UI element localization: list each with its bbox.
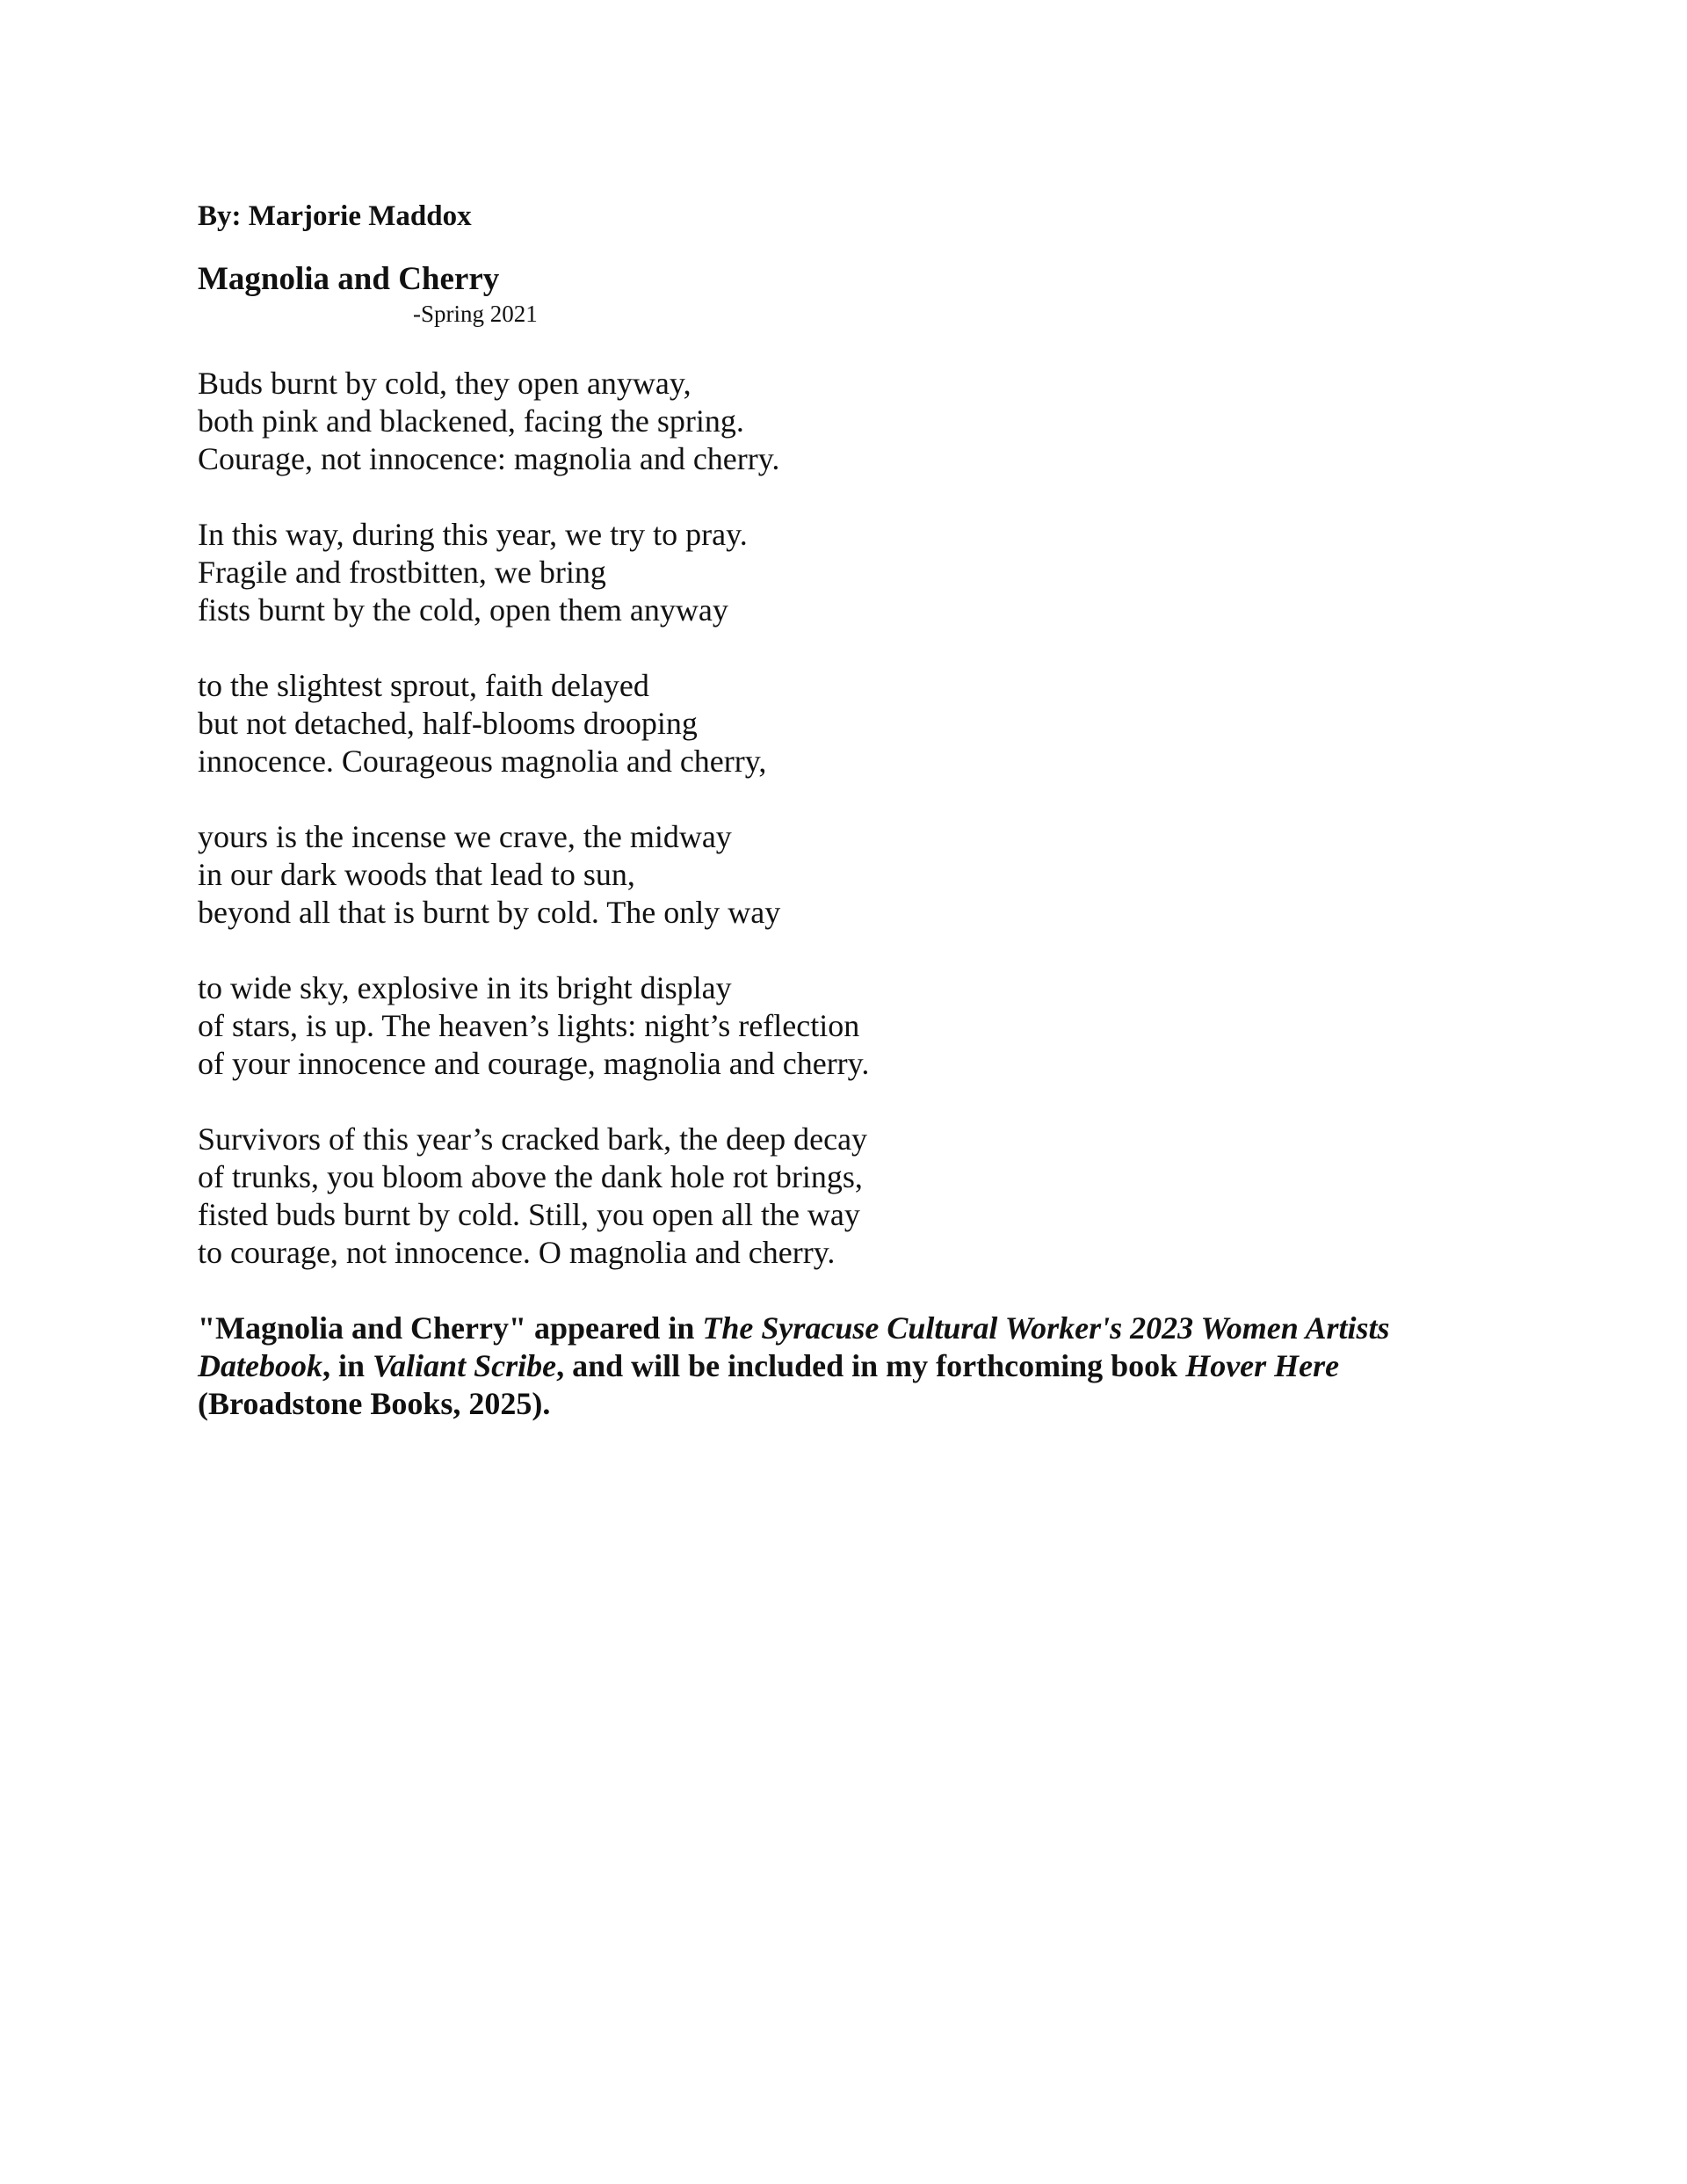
poem-line: of trunks, you bloom above the dank hole rot brings, — [198, 1159, 863, 1194]
poem-line: both pink and blackened, facing the spring. — [198, 403, 744, 439]
poem-date: -Spring 2021 — [413, 301, 538, 327]
poem-line: of stars, is up. The heaven’s lights: night’s reflection — [198, 1008, 860, 1043]
stanza — [198, 1121, 1516, 1272]
note-text: , in — [322, 1348, 373, 1383]
poem-line: fists burnt by the cold, open them anyway — [198, 592, 728, 628]
poem-line: innocence. Courageous magnolia and cherry, — [198, 744, 767, 779]
note-title-datebook: The Syracuse Cultural Worker's 2023 Women Artists Datebook — [198, 1310, 1390, 1383]
note-text: (Broadstone Books, 2025). — [198, 1386, 551, 1421]
stanza — [198, 818, 1516, 932]
poem-line: fisted buds burnt by cold. Still, you open all the way — [198, 1197, 860, 1232]
poem-line: Survivors of this year’s cracked bark, the deep decay — [198, 1121, 868, 1157]
note-text: , and will be included in my forthcoming book — [556, 1348, 1186, 1383]
stanza — [198, 516, 1516, 629]
note-title-hover-here: Hover Here — [1185, 1348, 1340, 1383]
poem-line: in our dark woods that lead to sun, — [198, 857, 635, 892]
stanza — [198, 667, 1516, 780]
poem-body — [198, 365, 1516, 1310]
poem-line: Fragile and frostbitten, we bring — [198, 555, 606, 590]
publication-note — [198, 1310, 1507, 1423]
poem-title: Magnolia and Cherry — [198, 261, 500, 297]
poem-line: Courage, not innocence: magnolia and cherry. — [198, 441, 780, 476]
poem-line: but not detached, half-blooms drooping — [198, 706, 698, 741]
author-line: By: Marjorie Maddox — [198, 200, 472, 232]
poem-line: to courage, not innocence. O magnolia and cherry. — [198, 1235, 836, 1270]
poem-line: yours is the incense we crave, the midway — [198, 819, 732, 854]
poem-line: to the slightest sprout, faith delayed — [198, 668, 649, 703]
poem-line: In this way, during this year, we try to pray. — [198, 517, 748, 552]
poem-line: to wide sky, explosive in its bright display — [198, 970, 732, 1005]
note-text: "Magnolia and Cherry" appeared in — [198, 1310, 703, 1346]
poem-line: of your innocence and courage, magnolia and cherry. — [198, 1046, 870, 1081]
note-title-valiant-scribe: Valiant Scribe — [373, 1348, 557, 1383]
poem-line: Buds burnt by cold, they open anyway, — [198, 366, 691, 401]
poem-line: beyond all that is burnt by cold. The only way — [198, 895, 781, 930]
stanza — [198, 969, 1516, 1083]
stanza — [198, 365, 1516, 478]
